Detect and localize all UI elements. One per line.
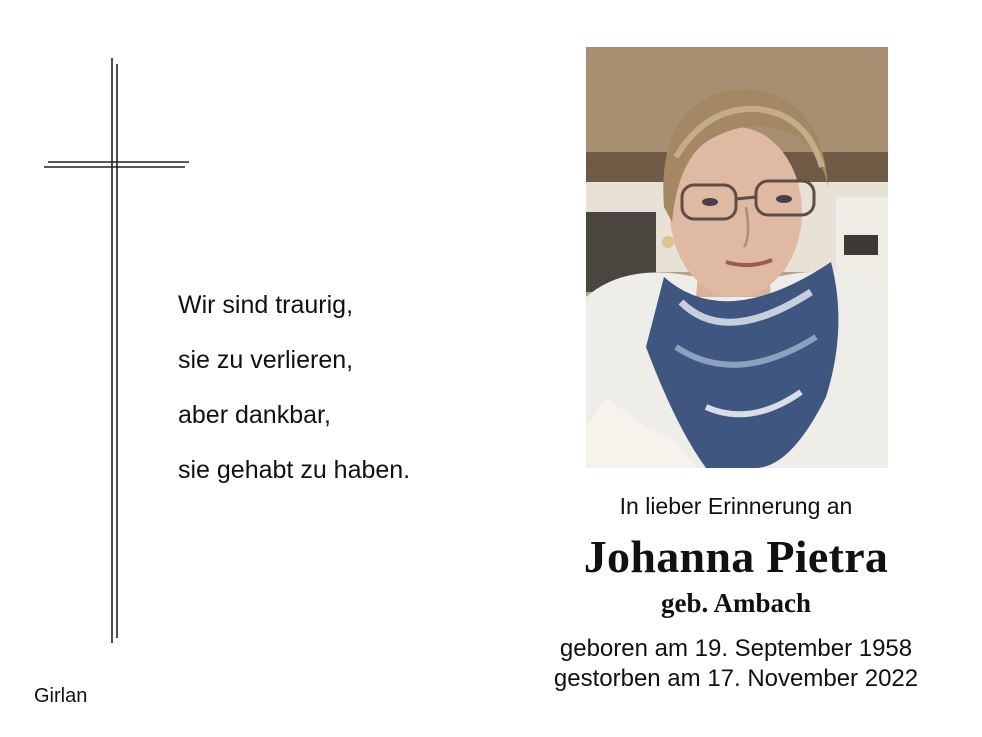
portrait-photo [586,47,888,468]
poem-line: aber dankbar, [178,401,331,429]
poem-line: sie zu verlieren, [178,346,354,374]
maiden-name: geb. Ambach [660,588,812,618]
birth-date: geboren am 19. September 1958 [559,635,913,662]
cross-icon [40,58,195,643]
memorial-text [526,488,946,694]
memorial-intro: In lieber Erinnerung an [619,493,853,519]
death-date: gestorben am 17. November 2022 [553,665,919,692]
deceased-name: Johanna Pietra [583,531,889,582]
memorial-poem [178,278,498,498]
poem-line: Wir sind traurig, [178,291,354,319]
poem-line: sie gehabt zu haben. [178,456,411,484]
place-name: Girlan [34,685,88,707]
life-dates [526,634,946,694]
